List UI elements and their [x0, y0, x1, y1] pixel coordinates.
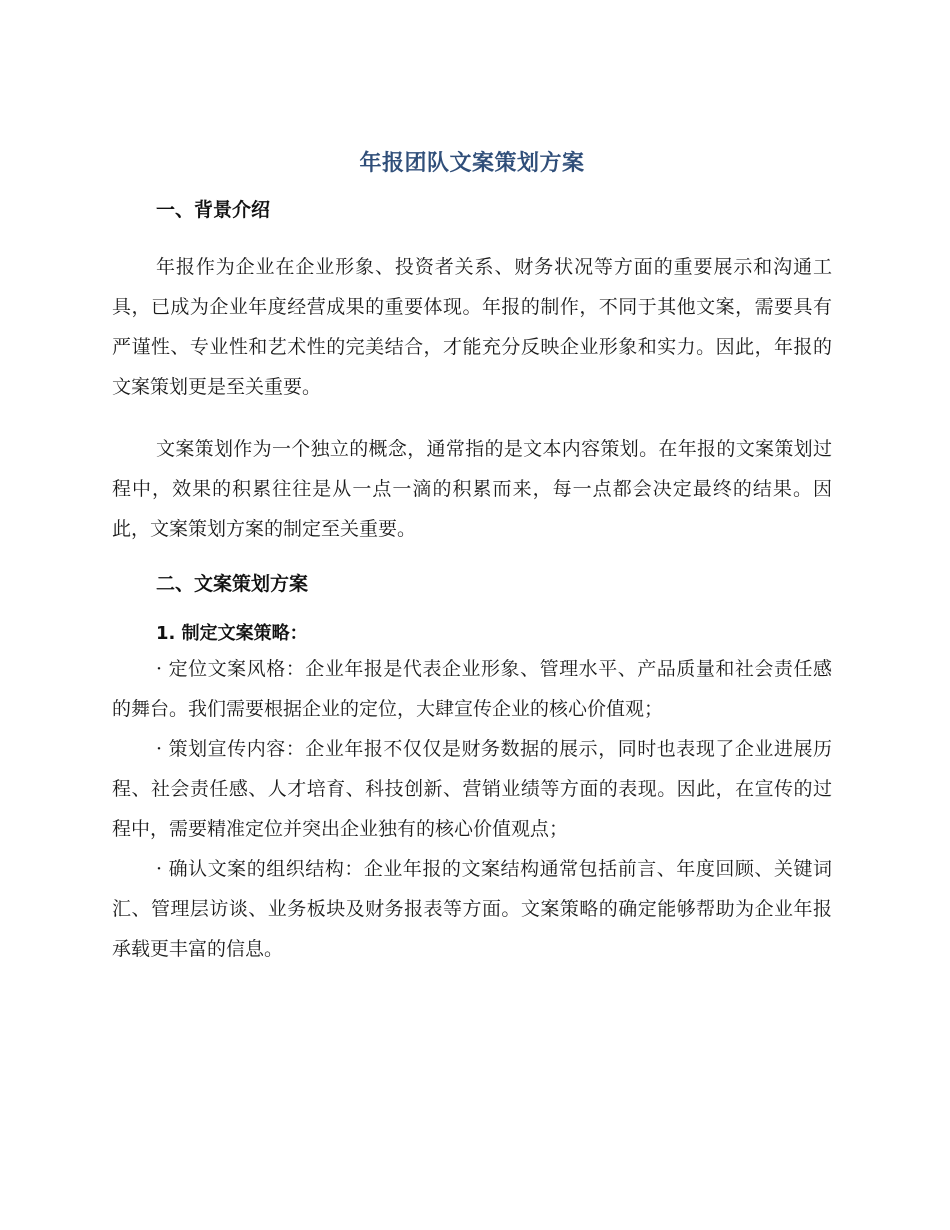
document-body — [112, 147, 832, 969]
bullet-item-style: · 定位文案风格：企业年报是代表企业形象、管理水平、产品质量和社会责任感的舞台。我们需要根据企业的定位，大肆宣传企业的核心价值观； — [112, 658, 832, 720]
document-title: 年报团队文案策划方案 — [359, 151, 585, 176]
bullet-item-structure: · 确认文案的组织结构：企业年报的文案结构通常包括前言、年度回顾、关键词汇、管理层访谈、业务板块及财务报表等方面。文案策略的确定能够帮助为企业年报承载更丰富的信息。 — [112, 858, 832, 960]
bullet-item-content: · 策划宣传内容：企业年报不仅仅是财务数据的展示，同时也表现了企业进展历程、社会责任感、人才培育、科技创新、营销业绩等方面的表现。因此，在宣传的过程中，需要精准定位并突出企业独有的核心价值观点； — [112, 738, 832, 840]
section-heading-plan: 二、文案策划方案 — [156, 573, 309, 595]
subheading-strategy: 1. 制定文案策略： — [156, 623, 308, 644]
paragraph-background-1: 年报作为企业在企业形象、投资者关系、财务状况等方面的重要展示和沟通工具，已成为企业年度经营成果的重要体现。年报的制作，不同于其他文案，需要具有严谨性、专业性和艺术性的完美结合，才能充分反映企业形象和实力。因此，年报的文案策划更是至关重要。 — [112, 256, 832, 398]
section-heading-background: 一、背景介绍 — [156, 199, 271, 221]
paragraph-background-2: 文案策划作为一个独立的概念，通常指的是文本内容策划。在年报的文案策划过程中，效果的积累往往是从一点一滴的积累而来，每一点都会决定最终的结果。因此，文案策划方案的制定至关重要。 — [112, 438, 832, 540]
